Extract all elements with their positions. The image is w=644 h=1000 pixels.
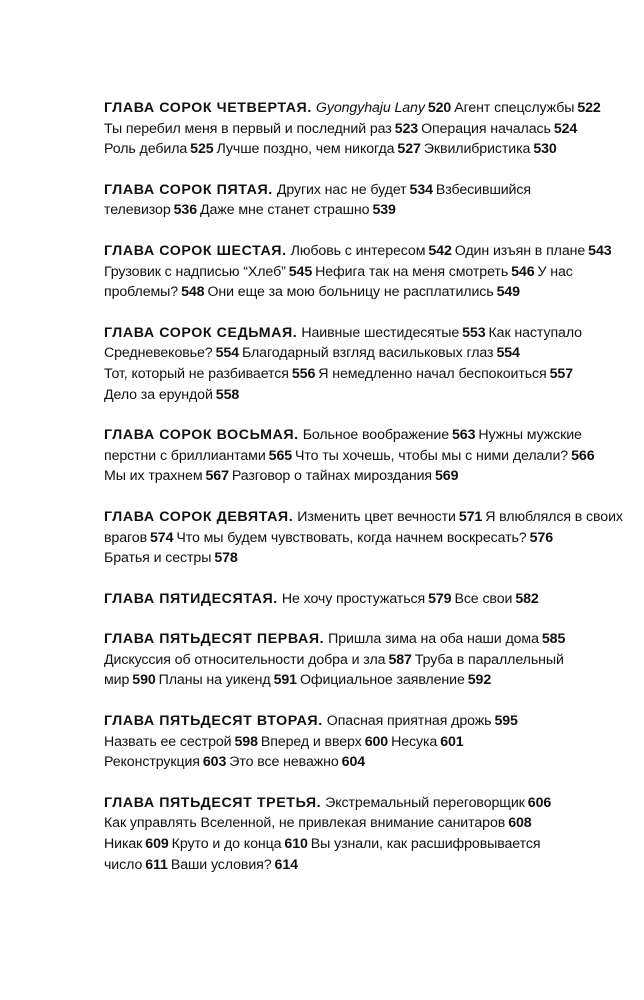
entry-page-number: 558 xyxy=(215,386,240,403)
entry-title: Это все неважно xyxy=(229,754,339,771)
entry-title: Разговор о тайнах мироздания xyxy=(231,468,432,485)
toc-line xyxy=(104,528,624,549)
entry-page-number: 556 xyxy=(291,365,316,382)
entry-title: Реконструкция xyxy=(104,754,200,771)
entry-title: Несука xyxy=(391,733,438,750)
entry-title: Никак xyxy=(104,836,143,853)
entry-page-number: 590 xyxy=(132,672,156,689)
toc-entry[interactable] xyxy=(391,734,467,750)
entry-title: Наивные шестидесятые xyxy=(301,324,460,341)
entry-page-number: 536 xyxy=(173,202,197,219)
entry-page-number: 545 xyxy=(288,263,313,280)
entry-page-number: 548 xyxy=(181,284,205,301)
entry-title: Лучше поздно, чем никогда xyxy=(216,141,395,158)
toc-line xyxy=(104,385,624,406)
toc-chapter xyxy=(104,241,624,303)
entry-title: Средневековье? xyxy=(104,345,213,362)
toc-line xyxy=(104,834,624,855)
entry-title: Дело за ерундой xyxy=(104,386,213,403)
toc-entry[interactable] xyxy=(242,345,523,361)
entry-page-number: 554 xyxy=(215,345,239,362)
entry-title: Gyongyhaju Lany xyxy=(315,100,425,116)
entry-page-number: 614 xyxy=(274,856,298,873)
toc-entry[interactable] xyxy=(311,836,541,852)
entry-page-number: 598 xyxy=(234,733,258,750)
entry-page-number: 524 xyxy=(553,120,578,137)
toc-entry[interactable] xyxy=(301,325,488,341)
toc-entry[interactable] xyxy=(489,325,582,341)
toc-entry[interactable] xyxy=(277,182,436,198)
entry-page-number: 591 xyxy=(273,672,297,689)
toc-line xyxy=(104,139,624,160)
entry-title: проблемы? xyxy=(104,284,179,301)
toc-entry[interactable] xyxy=(261,734,391,750)
toc-line xyxy=(104,813,624,834)
toc-chapter xyxy=(104,629,624,691)
entry-title: Один изъян в плане xyxy=(454,242,586,259)
entry-title: врагов xyxy=(104,529,148,546)
entry-title: Братья и сестры xyxy=(104,550,212,567)
entry-title: Благодарный взгляд васильковых глаз xyxy=(241,345,494,362)
entry-page-number: 603 xyxy=(202,754,227,771)
entry-page-number: 585 xyxy=(541,631,566,648)
entry-title: Опасная приятная дрожь xyxy=(326,713,492,730)
toc-line xyxy=(104,670,624,691)
toc-entry[interactable] xyxy=(232,468,462,484)
entry-title: Как управлять Вселенной, не привлекая внимание санитаров xyxy=(104,815,506,832)
entry-page-number: 554 xyxy=(496,345,520,362)
entry-title: телевизор xyxy=(104,202,171,219)
entry-title: Круто и до конца xyxy=(171,836,282,853)
toc-entry[interactable] xyxy=(217,141,424,157)
toc-entry[interactable] xyxy=(291,243,455,259)
entry-page-number: 520 xyxy=(427,100,452,116)
toc-entry[interactable] xyxy=(171,857,301,873)
toc-entry[interactable] xyxy=(538,264,573,280)
toc-entry[interactable] xyxy=(297,509,485,525)
chapter-heading: ГЛАВА СОРОК ДЕВЯТАЯ. xyxy=(104,508,294,525)
toc-entry[interactable] xyxy=(104,754,229,770)
entry-title: Планы на уикенд xyxy=(158,672,271,689)
entry-title: Что мы будем чувствовать, когда начнем воскресать? xyxy=(176,529,527,546)
toc-entry[interactable] xyxy=(172,836,311,852)
entry-page-number: 563 xyxy=(452,427,476,444)
entry-title: Эквилибристика xyxy=(423,141,531,158)
toc-entry[interactable] xyxy=(327,713,521,729)
entry-title: Как наступало xyxy=(488,324,582,341)
entry-title: Вперед и вверх xyxy=(260,733,362,750)
entry-title: Экстремальный переговорщик xyxy=(325,794,525,811)
entry-page-number: 610 xyxy=(284,836,308,853)
entry-title: Изменить цвет вечности xyxy=(297,508,456,525)
toc-entry[interactable] xyxy=(421,121,580,137)
toc-entry[interactable] xyxy=(207,284,523,300)
toc-entry[interactable] xyxy=(300,672,494,688)
toc-entry[interactable] xyxy=(104,815,535,831)
toc-entry[interactable] xyxy=(104,836,172,852)
toc-entry[interactable] xyxy=(176,530,556,546)
entry-title: Тот, который не разбивается xyxy=(104,365,289,382)
chapter-heading: ГЛАВА СОРОК СЕДЬМАЯ. xyxy=(104,324,298,341)
toc-entry[interactable] xyxy=(104,652,415,668)
toc-entry[interactable] xyxy=(104,468,232,484)
entry-page-number: 566 xyxy=(571,447,595,464)
toc-line xyxy=(104,180,624,201)
toc-entry[interactable] xyxy=(104,264,315,280)
toc-line xyxy=(104,711,624,732)
entry-page-number: 576 xyxy=(529,529,553,546)
toc-line xyxy=(104,282,624,303)
toc-line xyxy=(104,323,624,344)
toc-line xyxy=(104,425,624,446)
entry-title: Ваши условия? xyxy=(170,856,272,873)
entry-title: Роль дебила xyxy=(104,141,188,158)
entry-title: Дискуссия об относительности добра и зла xyxy=(104,651,386,668)
chapter-heading: ГЛАВА ПЯТИДЕСЯТАЯ. xyxy=(104,590,278,607)
entry-page-number: 571 xyxy=(458,508,483,525)
entry-page-number: 527 xyxy=(397,141,421,158)
chapter-heading: ГЛАВА ПЯТЬДЕСЯТ ПЕРВАЯ. xyxy=(104,631,325,648)
entry-title: Я влюблялся в своих xyxy=(485,508,623,525)
toc-entry[interactable] xyxy=(436,182,531,198)
toc-line xyxy=(104,752,624,773)
toc-entry[interactable] xyxy=(104,387,242,403)
toc-line xyxy=(104,446,624,467)
toc-entry[interactable] xyxy=(159,672,300,688)
toc-chapter xyxy=(104,507,624,569)
entry-page-number: 534 xyxy=(409,181,433,198)
entry-title: Любовь с интересом xyxy=(290,242,426,259)
toc-line xyxy=(104,466,624,487)
toc-line xyxy=(104,589,624,610)
toc-entry[interactable] xyxy=(315,264,537,280)
entry-title: Операция началась xyxy=(421,120,551,137)
toc-line xyxy=(104,548,624,569)
chapter-heading: ГЛАВА СОРОК ЧЕТВЕРТАЯ. xyxy=(104,100,312,116)
entry-title: Труба в параллельный xyxy=(414,651,564,668)
toc-line xyxy=(104,98,624,119)
entry-title: Назвать ее сестрой xyxy=(104,733,232,750)
entry-title: Больное воображение xyxy=(302,427,450,444)
toc-entry[interactable] xyxy=(104,672,159,688)
entry-title: Вы узнали, как расшифровывается xyxy=(310,836,541,853)
toc-chapter xyxy=(104,793,624,875)
toc-chapter xyxy=(104,98,624,160)
toc-entry[interactable] xyxy=(424,141,560,157)
entry-title: Пришла зима на оба наши дома xyxy=(328,631,539,648)
toc-chapter xyxy=(104,323,624,405)
entry-title: Официальное заявление xyxy=(299,672,465,689)
entry-title: мир xyxy=(104,672,130,689)
entry-page-number: 525 xyxy=(190,141,214,158)
toc-entry[interactable] xyxy=(104,121,421,137)
entry-page-number: 606 xyxy=(527,794,552,811)
entry-page-number: 569 xyxy=(435,468,459,485)
chapter-heading: ГЛАВА СОРОК ШЕСТАЯ. xyxy=(104,242,287,259)
entry-title: перстни с бриллиантами xyxy=(104,447,266,464)
toc-line xyxy=(104,364,624,385)
toc-line xyxy=(104,241,624,262)
entry-page-number: 592 xyxy=(467,672,492,689)
toc-entry[interactable] xyxy=(328,631,568,647)
entry-page-number: 587 xyxy=(388,651,412,668)
toc-line xyxy=(104,200,624,221)
table-of-contents xyxy=(104,98,624,895)
toc-entry[interactable] xyxy=(104,141,217,157)
toc-chapter xyxy=(104,589,624,610)
entry-title: Я немедленно начал беспокоиться xyxy=(318,365,547,382)
entry-page-number: 595 xyxy=(494,713,518,730)
entry-title: Нефига так на меня смотреть xyxy=(315,263,509,280)
chapter-heading: ГЛАВА ПЯТЬДЕСЯТ ВТОРАЯ. xyxy=(104,713,323,730)
entry-title: Ты перебил меня в первый и последний раз xyxy=(104,120,392,137)
toc-line xyxy=(104,343,624,364)
toc-chapter xyxy=(104,425,624,487)
entry-title: У нас xyxy=(537,263,573,280)
entry-title: Все свои xyxy=(454,590,513,607)
entry-page-number: 611 xyxy=(145,856,168,873)
toc-entry[interactable] xyxy=(200,202,399,218)
entry-title: Взбесившийся xyxy=(435,181,531,198)
toc-entry[interactable] xyxy=(104,202,200,218)
entry-page-number: 557 xyxy=(549,365,573,382)
toc-entry[interactable] xyxy=(316,100,454,116)
toc-entry[interactable] xyxy=(229,754,368,770)
entry-page-number: 553 xyxy=(462,324,486,341)
toc-entry[interactable] xyxy=(295,448,597,464)
toc-entry[interactable] xyxy=(104,448,295,464)
entry-title: Не хочу простужаться xyxy=(281,590,426,607)
toc-line xyxy=(104,732,624,753)
toc-entry[interactable] xyxy=(454,591,541,607)
entry-page-number: 600 xyxy=(364,733,389,750)
toc-line xyxy=(104,507,624,528)
toc-entry[interactable] xyxy=(104,550,241,566)
toc-entry[interactable] xyxy=(303,427,479,443)
entry-page-number: 539 xyxy=(372,202,396,219)
entry-title: Они еще за мою больницу не расплатились xyxy=(207,284,494,301)
entry-page-number: 530 xyxy=(533,141,557,158)
toc-chapter xyxy=(104,711,624,773)
toc-entry[interactable] xyxy=(485,509,623,525)
entry-title: Грузовик с надписью “Хлеб” xyxy=(104,263,286,280)
entry-page-number: 609 xyxy=(145,836,169,853)
toc-line xyxy=(104,650,624,671)
toc-entry[interactable] xyxy=(455,243,615,259)
entry-title: Даже мне станет страшно xyxy=(200,202,370,219)
entry-page-number: 601 xyxy=(440,733,464,750)
entry-page-number: 574 xyxy=(150,529,174,546)
entry-title: Что ты хочешь, чтобы мы с ними делали? xyxy=(295,447,569,464)
toc-entry[interactable] xyxy=(282,591,455,607)
entry-page-number: 567 xyxy=(205,468,229,485)
entry-page-number: 582 xyxy=(515,590,539,607)
entry-page-number: 523 xyxy=(394,120,419,137)
toc-line xyxy=(104,629,624,650)
entry-page-number: 546 xyxy=(511,263,535,280)
toc-entry[interactable] xyxy=(325,795,554,811)
toc-entry[interactable] xyxy=(104,345,242,361)
toc-entry[interactable] xyxy=(415,652,564,668)
entry-title: Нужны мужские xyxy=(478,427,582,444)
chapter-heading: ГЛАВА СОРОК ВОСЬМАЯ. xyxy=(104,427,299,444)
toc-entry[interactable] xyxy=(318,366,576,382)
toc-entry[interactable] xyxy=(454,100,604,116)
entry-title: Агент спецслужбы xyxy=(454,100,575,116)
toc-line xyxy=(104,262,624,283)
toc-line xyxy=(104,793,624,814)
entry-page-number: 549 xyxy=(496,284,520,301)
entry-page-number: 565 xyxy=(268,447,293,464)
entry-page-number: 579 xyxy=(428,590,452,607)
toc-entry[interactable] xyxy=(104,857,171,873)
entry-title: число xyxy=(104,856,143,873)
entry-title: Других нас не будет xyxy=(276,181,407,198)
toc-entry[interactable] xyxy=(104,366,318,382)
toc-entry[interactable] xyxy=(104,284,207,300)
toc-entry[interactable] xyxy=(478,427,581,443)
entry-page-number: 522 xyxy=(577,100,601,116)
entry-page-number: 608 xyxy=(508,815,532,832)
toc-chapter xyxy=(104,180,624,221)
entry-page-number: 542 xyxy=(428,242,452,259)
toc-line xyxy=(104,119,624,140)
chapter-heading: ГЛАВА ПЯТЬДЕСЯТ ТРЕТЬЯ. xyxy=(104,794,322,811)
entry-page-number: 604 xyxy=(341,754,366,771)
entry-page-number: 543 xyxy=(588,242,612,259)
toc-entry[interactable] xyxy=(104,530,176,546)
toc-line xyxy=(104,855,624,876)
entry-title: Мы их трахнем xyxy=(104,468,203,485)
chapter-heading: ГЛАВА СОРОК ПЯТАЯ. xyxy=(104,181,273,198)
toc-entry[interactable] xyxy=(104,734,261,750)
entry-page-number: 578 xyxy=(214,550,238,567)
